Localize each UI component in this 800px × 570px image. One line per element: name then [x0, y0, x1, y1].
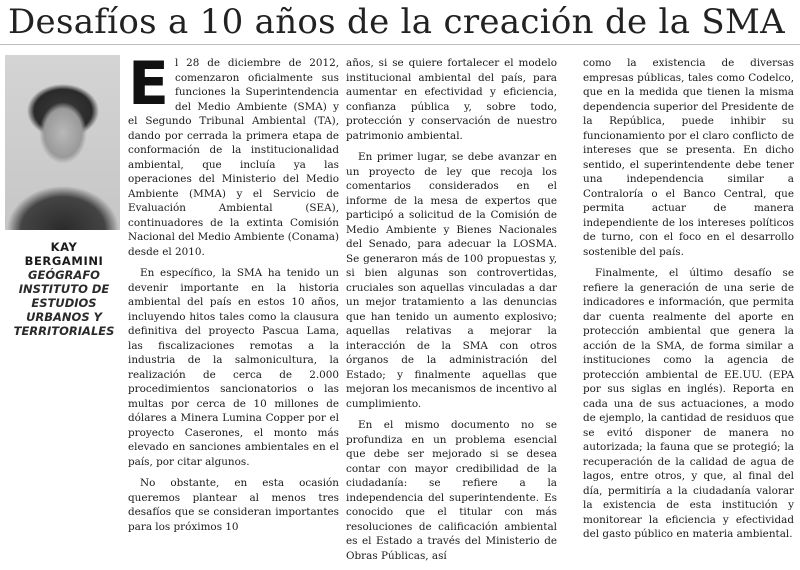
article-column-3	[583, 56, 794, 549]
paragraph-5-end: como la existencia de diversas empresas públicas, tales como Codelco, que en la medida que tienen la misma dependencia superior del Presidente de la República, puede inhibir su funcionamiento por el claro conflicto de intereses que se presenta. En dicho sentido, el superintendente debe tener una independencia similar a Contraloría o el Banco Central, que permita actuar de manera independiente de los intereses políticos de turno, con el foco en el desarrollo sostenible del país.	[583, 57, 794, 258]
headline-divider	[0, 44, 800, 45]
paragraph-3-end: años, si se quiere fortalecer el modelo institucional ambiental del país, para aumentar en efectividad y eficiencia, confianza pública y, sobre todo, protección y conservación de nuestro patrimonio ambiental.	[346, 57, 557, 142]
author-byline	[8, 240, 120, 338]
author-photo	[5, 55, 120, 230]
article-column-1	[128, 49, 339, 541]
author-role: GEÓGRAFO INSTITUTO DE ESTUDIOS URBANOS Y TERRITORIALES	[13, 268, 115, 338]
article-column-2	[346, 56, 557, 570]
paragraph-1-text: l 28 de diciembre de 2012, comenzaron oficialmente sus funciones la Superintendencia del Medio Ambiente (SMA) y el Segundo Tribunal Ambiental (TA), dando por cerrada la primera etapa de conformación de la institucionalidad ambiental, que incluía ya las operaciones del Ministerio del Medio Ambiente (MMA) y el Servicio de Evaluación Ambiental (SEA), continuadores de la extinta Comisión Nacional del Medio Ambiente (Conama) desde el 2010.	[128, 57, 339, 258]
paragraph-3-start: No obstante, en esta ocasión queremos plantear al menos tres desafíos que se consideran importantes para los próximos 10	[128, 477, 339, 533]
paragraph-1	[128, 49, 339, 259]
author-name-first: KAY	[50, 240, 78, 254]
paragraph-5-start: En el mismo documento no se profundiza en un problema esencial que debe ser mejorado si se desea contar con mayor credibilidad de la ciudadanía: se refiere a la independencia del superintendente. Es conocido que el titular con más resoluciones de calificación ambiental es el Estado a través del Ministerio de Obras Públicas, así	[346, 419, 557, 562]
paragraph-6: Finalmente, el último desafío se refiere la generación de una serie de indicadores e información, que permita dar cuenta realmente del aporte en protección ambiental que genera la acción de la SMA, de forma similar a instituciones como la agencia de protección ambiental de EE.UU. (EPA por sus siglas en inglés). Reporta en cada una de sus actuaciones, a modo de ejemplo, la cantidad de residuos que se evitó disponer de manera no autorizada; la fauna que se protegió; la recuperación de la calidad de agua de lagos, entre otros, y que, al final del día, permitiría a la ciudadanía valorar la existencia de esta institución y monitorear la eficiencia y efectividad del gasto público en materia ambiental.	[583, 267, 794, 540]
article-headline: Desafíos a 10 años de la creación de la SMA	[8, 2, 785, 42]
paragraph-2: En específico, la SMA ha tenido un devenir importante en la historia ambiental del país en estos 10 años, incluyendo hitos tales como la clausura definitiva del proyecto Pascua Lama, las fiscalizaciones remotas a la industria de la salmonicultura, la realización de cerca de 2.000 procedimientos sancionatorios o las multas por cerca de 10 millones de dólares a Minera Lumina Copper por el proyecto Caserones, el monto más elevado en sanciones ambientales en el país, por citar algunos.	[128, 267, 339, 468]
paragraph-4: En primer lugar, se debe avanzar en un proyecto de ley que recoja los comentarios considerados en el informe de la mesa de expertos que participó a solicitud de la Comisión de Medio Ambiente y Bienes Nacionales del Senado, para adecuar la LOSMA. Se generaron más de 100 propuestas y, si bien algunas son controvertidas, cruciales son aquellas vinculadas a dar un mejor tratamiento a las denuncias que han tenido un aumento explosivo; aquellas relativas a mejorar la interacción de la SMA con otros órganos de la administración del Estado; y finalmente aquellas que mejoran los mecanismos de incentivo al cumplimiento.	[346, 151, 557, 410]
drop-cap: E	[128, 49, 169, 119]
author-name-last: BERGAMINI	[24, 254, 104, 268]
